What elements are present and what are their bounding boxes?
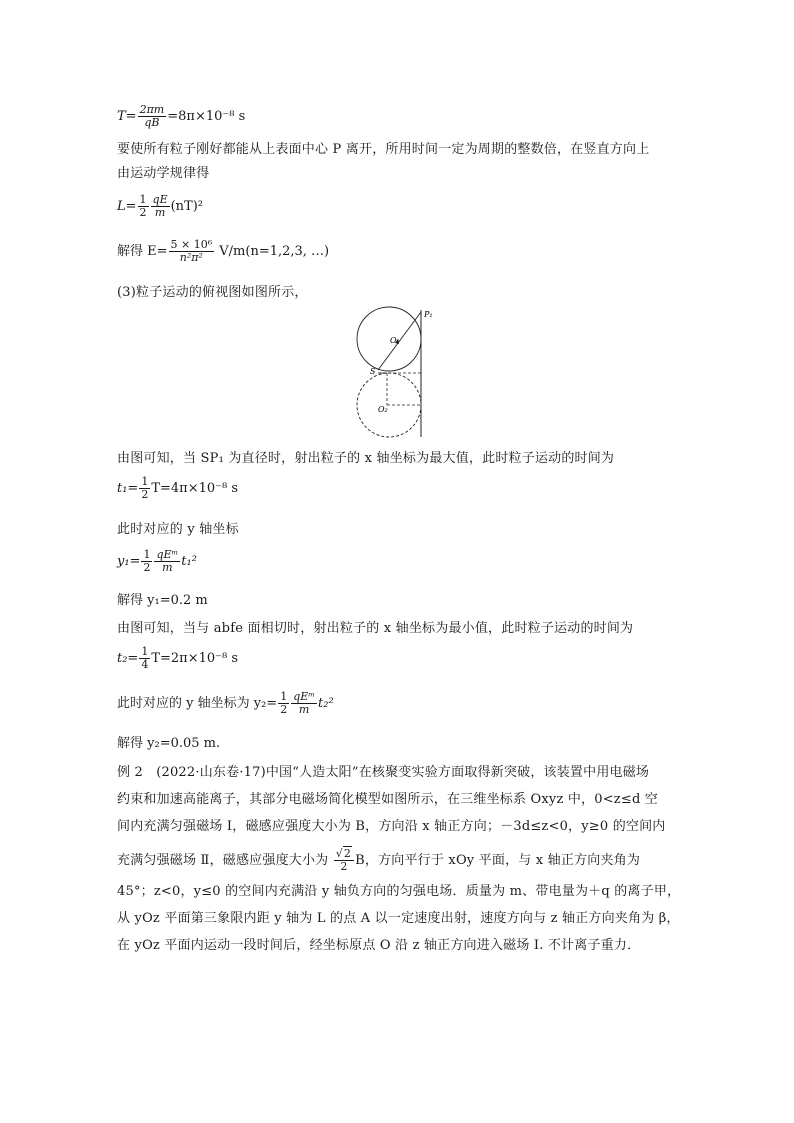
- paragraph-line: 约束和加速高能离子，其部分电磁场简化模型如图所示，在三维坐标系 Oxyz 中，0<z≤d 空: [117, 792, 659, 807]
- paragraph-line: 45°；z<0，y≤0 的空间内充满沿 y 轴负方向的匀强电场．质量为 m、带电量为＋q 的离子甲，: [117, 884, 681, 899]
- label-o2: O₂: [378, 405, 388, 414]
- paragraph-line: 解得 y₁=0.2 m: [117, 593, 208, 608]
- paragraph-line: 由图可知，当 SP₁ 为直径时，射出粒子的 x 轴坐标为最大值，此时粒子运动的时间为: [117, 451, 615, 466]
- fraction: $\frac{1}{4}$: [141, 645, 149, 671]
- paragraph-line: 解得 y₂=0.05 m.: [117, 736, 221, 751]
- sqrt-fraction: $\frac{√2}{2}$: [334, 848, 354, 873]
- formula-text: =8π×10⁻⁸ s: [167, 109, 246, 124]
- paragraph-line: 充满匀强磁场 Ⅱ，磁感应强度大小为 $\frac{√2}{2}$ B，方向平行于 xOy 平面，与 x 轴正方向夹角为: [117, 847, 641, 873]
- fraction: $\frac{1}{2}$: [139, 193, 147, 219]
- paragraph-line: 此时对应的 y 轴坐标: [117, 522, 239, 537]
- fraction: $\frac{1}{2}$: [143, 548, 151, 574]
- label-p1: P₁: [424, 310, 433, 319]
- paragraph-line: 由运动学规律得: [117, 166, 210, 181]
- circle-o1: [357, 307, 421, 371]
- fraction: $\frac{\text{qEᵐ}}{m}$: [156, 548, 179, 574]
- y2-formula: 此时对应的 y 轴坐标为 y₂= $\frac{1}{2}$ $\frac{\text{qEᵐ}}{m}$ t₂²: [117, 690, 334, 716]
- fraction: $\frac{\text{qEᵐ}}{m}$: [293, 690, 316, 716]
- kinematics-formula: L= $\frac{1}{2}$ $\frac{qE}{m}$ (nT)²: [117, 193, 204, 219]
- time-t1-formula: t₁= $\frac{1}{2}$ T=4π×10⁻⁸ s: [117, 475, 239, 501]
- label-o1: O₁: [390, 336, 400, 345]
- formula-text: T=: [117, 109, 137, 124]
- time-t2-formula: t₂= $\frac{1}{4}$ T=2π×10⁻⁸ s: [117, 645, 239, 671]
- paragraph-line: 从 yOz 平面第三象限内距 y 轴为 L 的点 A 以一定速度出射，速度方向与 z 轴正方向夹角为 β，: [117, 911, 680, 926]
- fraction: $\frac{qE}{m}$: [152, 193, 168, 219]
- y1-formula: y₁= $\frac{1}{2}$ $\frac{\text{qEᵐ}}{m}$ t₁²: [117, 548, 197, 574]
- fraction: $\frac{1}{2}$: [280, 690, 288, 716]
- paragraph-line: 由图可知，当与 abfe 面相切时，射出粒子的 x 轴坐标为最小值，此时粒子运动的时间为: [117, 621, 634, 636]
- paragraph-line: 在 yOz 平面内运动一段时间后，经坐标原点 O 沿 z 轴正方向进入磁场 Ⅰ. 不计离子重力．: [117, 938, 641, 953]
- field-result-formula: 解得 E= $\frac{\text{5 × 10⁶}}{\text{n²π²}}$ V/m(n=1,2,3, …): [117, 238, 330, 264]
- example-header-line: 例 2 (2022·山东卷·17)中国“人造太阳”在核聚变实验方面取得新突破，该装置中用电磁场: [117, 765, 650, 780]
- paragraph-line: (3)粒子运动的俯视图如图所示，: [117, 285, 308, 300]
- trajectory-top-view-figure: [353, 306, 433, 439]
- fraction: $\frac{2\pi m}{qB}$: [139, 103, 165, 129]
- paragraph-line: 要使所有粒子刚好都能从上表面中心 P 离开，所用时间一定为周期的整数倍，在竖直方向上: [117, 142, 650, 157]
- fraction: $\frac{\text{5 × 10⁶}}{\text{n²π²}}$: [170, 238, 213, 264]
- fraction: $\frac{1}{2}$: [141, 475, 149, 501]
- paragraph-line: 间内充满匀强磁场 Ⅰ，磁感应强度大小为 B，方向沿 x 轴正方向；－3d≤z<0，y≥0 的空间内: [117, 819, 666, 834]
- period-formula: [117, 104, 245, 129]
- label-s: S: [370, 367, 376, 376]
